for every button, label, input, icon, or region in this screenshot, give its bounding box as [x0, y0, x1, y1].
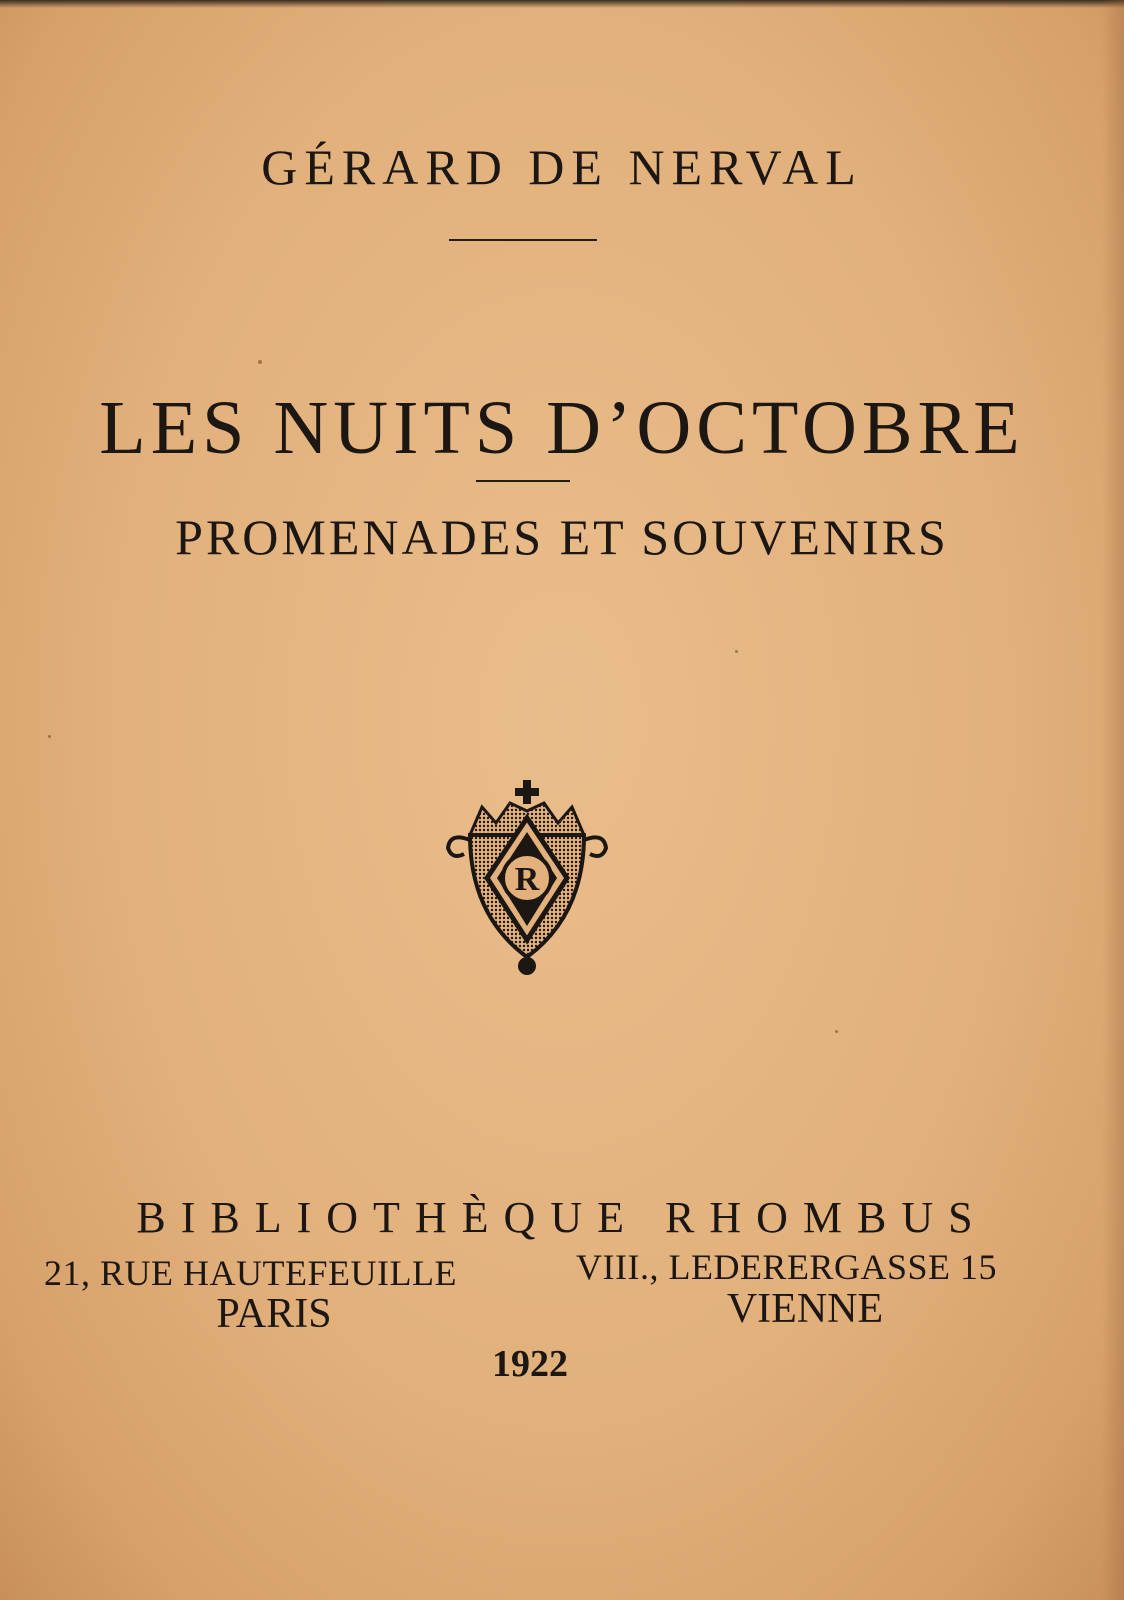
publication-year: 1922 — [492, 1343, 568, 1385]
divider-rule — [449, 239, 597, 241]
paper-speck — [735, 650, 738, 653]
paris-city: PARIS — [216, 1291, 332, 1337]
publisher-monogram-icon — [442, 780, 612, 980]
vienna-address: VIII., LEDERERGASSE 15 — [576, 1247, 997, 1287]
paper-speck — [835, 1030, 838, 1033]
author-name: GÉRARD DE NERVAL — [261, 139, 863, 195]
paper-speck — [48, 735, 51, 738]
publisher-name: BIBLIOTHÈQUE RHOMBUS — [136, 1193, 988, 1242]
paper-speck — [258, 360, 262, 364]
paris-address: 21, RUE HAUTEFEUILLE — [44, 1253, 457, 1293]
svg-text:R: R — [514, 861, 540, 898]
book-subtitle: PROMENADES ET SOUVENIRS — [175, 509, 949, 565]
book-title: LES NUITS D’OCTOBRE — [99, 386, 1025, 470]
vienna-city: VIENNE — [726, 1286, 884, 1332]
divider-rule — [476, 480, 570, 482]
